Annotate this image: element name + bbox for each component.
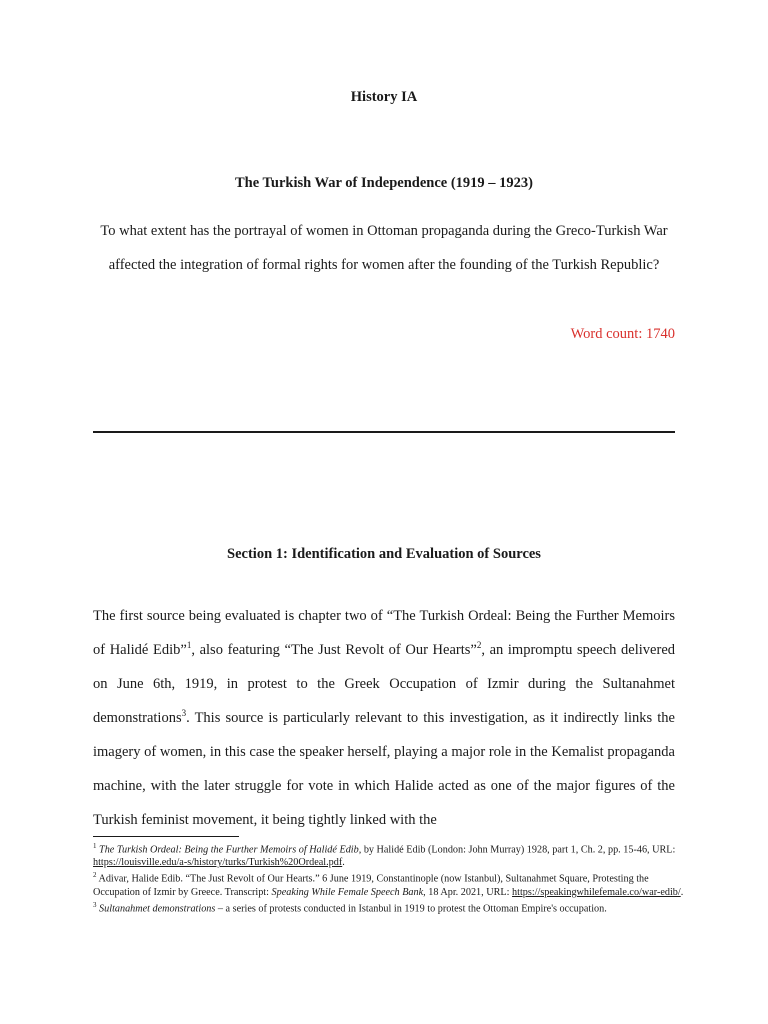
footnote-ref-2[interactable]: 2 — [476, 640, 482, 651]
horizontal-divider — [93, 431, 675, 433]
footnote-1-link[interactable]: https://louisville.edu/a-s/history/turks/Turkish%20Ordeal.pdf — [93, 857, 343, 869]
section-heading: Section 1: Identification and Evaluation of Sources — [227, 546, 541, 562]
footnote-2-source: Speaking While Female Speech Bank — [271, 886, 424, 898]
footnote-ref-3[interactable]: 3 — [181, 708, 187, 719]
document-title: History IA — [350, 89, 418, 105]
paragraph-text-4: . This source is particularly relevant to this investigation, as it indirectly links the imagery of women, in this case the speaker herself, playing a major role in the Kemalist propaganda machine, with the later struggle for vote in which Halide acted as one of the major figures of the Turkish feminist movement, it being tightly linked with the — [93, 710, 675, 828]
footnote-separator — [93, 836, 239, 837]
footnotes — [93, 840, 693, 915]
footnote-1-title: The Turkish Ordeal: Being the Further Memoirs of Halidé Edib, — [99, 844, 362, 856]
document-subtitle: The Turkish War of Independence (1919 – 1923) — [235, 175, 533, 191]
footnote-3: $^3$ Sultanahmet demonstrations – a series of protests conducted in Istanbul in 1919 to protest the Ottoman Empire's occupation. — [93, 900, 607, 915]
footnote-ref-1[interactable]: 1 — [186, 640, 192, 651]
footnote-3-term: Sultanahmet demonstrations — [99, 903, 216, 915]
footnote-1: $^1$ The Turkish Ordeal: Being the Further Memoirs of Halidé Edib, by Halidé Edib (London: John Murray) 1928, part 1, Ch. 2, pp. 15-46, URL: https://louisville.edu/a-s/history/turks/Turkish%20Ordeal.pdf. — [93, 842, 676, 869]
footnote-2-link[interactable]: https://speakingwhilefemale.co/war-edib/ — [512, 886, 681, 898]
footnote-2: $^2$ Adivar, Halide Edib. “The Just Revolt of Our Hearts.” 6 June 1919, Constantinople (now Istanbul), Sultanahmet Square, Protesting the Occupation of Izmir by Greece. Transcript: Speaking While Female Speech Bank, 18 Apr. 2021, URL: https://speakingwhilefemale.co/war-edib/. — [93, 871, 684, 898]
research-question: To what extent has the portrayal of women in Ottoman propaganda during the Greco-Turkish War affected the integration of formal rights for women after the founding of the Turkish Republic? — [100, 223, 668, 273]
paragraph-text-2: , also featuring “The Just Revolt of Our Hearts” — [191, 642, 477, 658]
body-paragraph — [93, 599, 675, 837]
paragraph-text-1: The first source being evaluated is chapter two of “The Turkish Ordeal: Being the Further Memoirs of Halidé Edib” — [93, 608, 675, 658]
word-count: Word count: 1740 — [570, 326, 675, 342]
paragraph-text-3: , an impromptu speech delivered on June 6th, 1919, in protest to the Greek Occupation of Izmir during the Sultanahmet demonstrations — [93, 642, 676, 726]
